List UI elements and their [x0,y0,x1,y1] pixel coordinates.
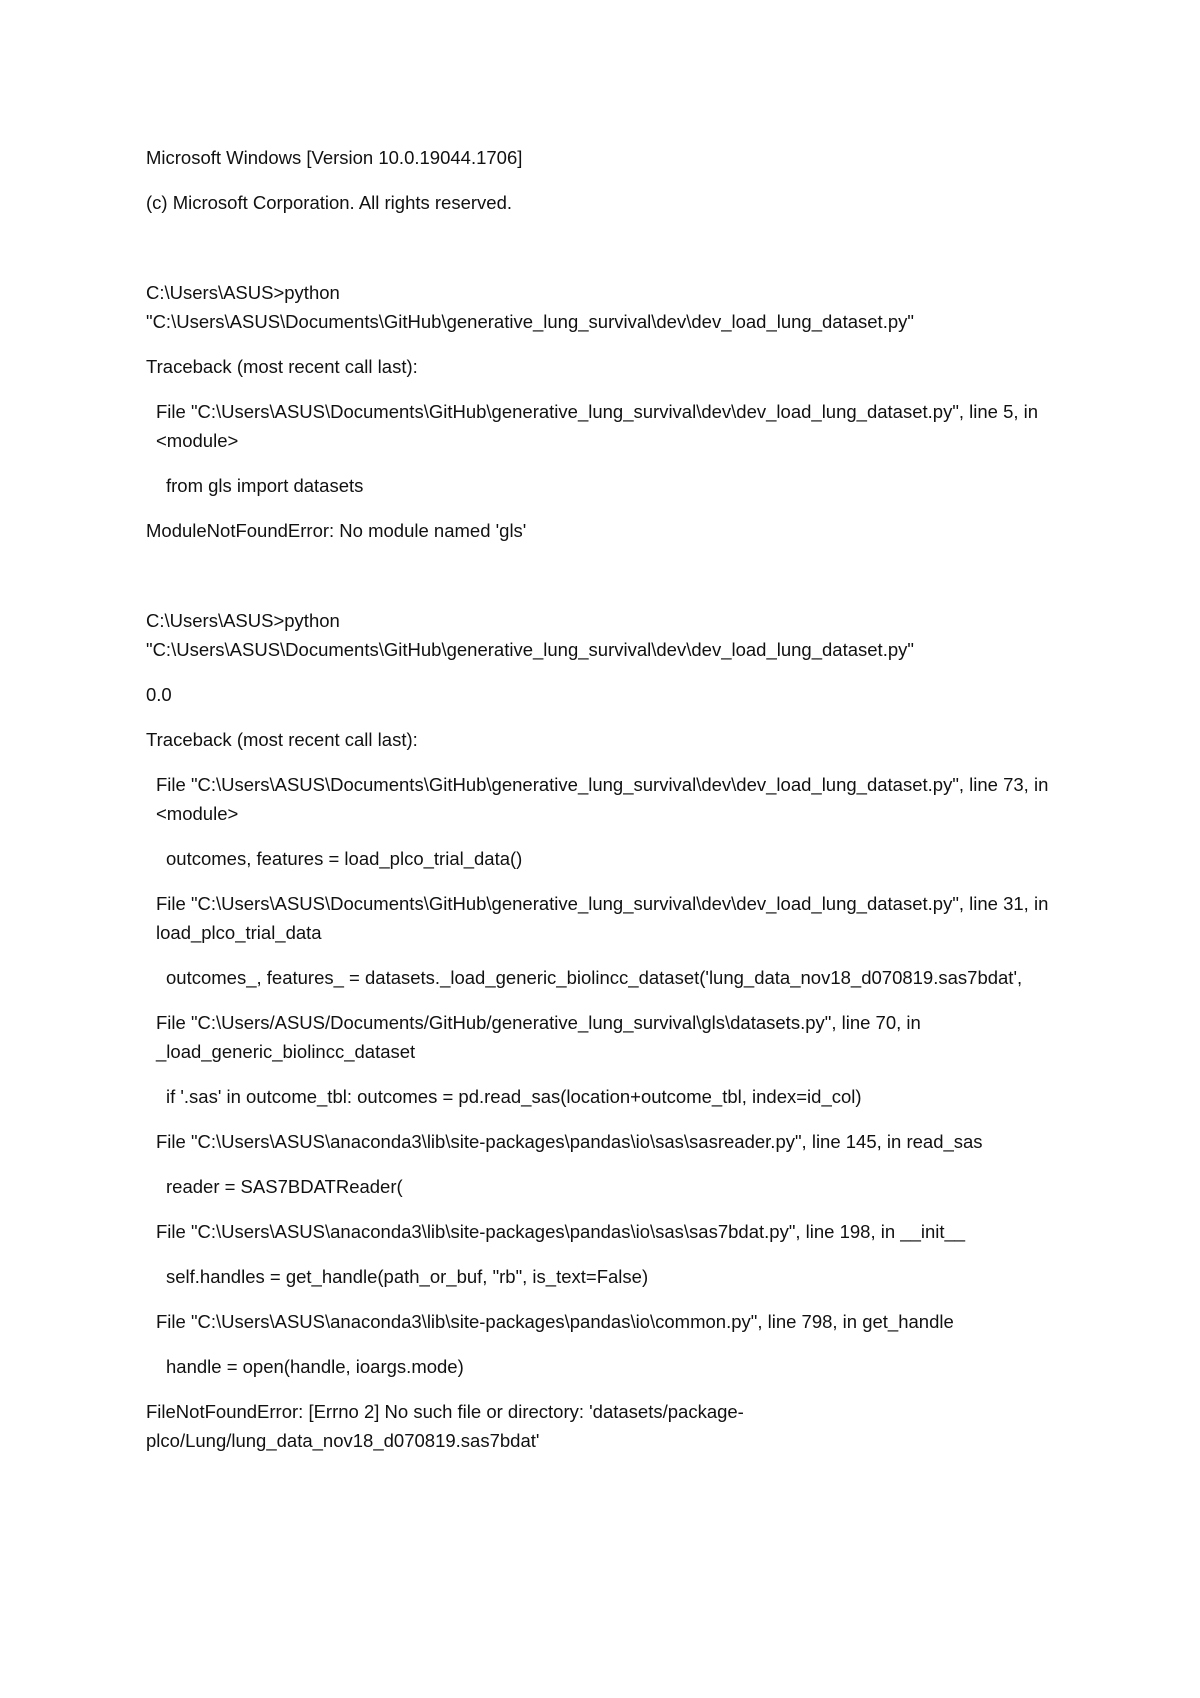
run1-traceback-header: Traceback (most recent call last): [146,356,418,377]
blank-spacer [146,561,1066,606]
run2-frame-6: File "C:\Users\ASUS\anaconda3\lib\site-packages\pandas\io\common.py", line 798, in get_handle [156,1311,954,1332]
run2-code-1: outcomes, features = load_plco_trial_data() [166,848,523,869]
run1-frame-1: File "C:\Users\ASUS\Documents\GitHub\generative_lung_survival\dev\dev_load_lung_dataset.py", line 5, in <module> [156,401,1039,451]
run2-code-5: self.handles = get_handle(path_or_buf, "rb", is_text=False) [166,1266,649,1287]
copyright-line: (c) Microsoft Corporation. All rights reserved. [146,192,513,213]
run2-frame-2: File "C:\Users\ASUS\Documents\GitHub\generative_lung_survival\dev\dev_load_lung_dataset.py", line 31, in load_plco_trial_data [156,893,1049,943]
run2-frame-4: File "C:\Users\ASUS\anaconda3\lib\site-packages\pandas\io\sas\sasreader.py", line 145, in read_sas [156,1131,983,1152]
run2-code-2: outcomes_, features_ = datasets._load_generic_biolincc_dataset('lung_data_nov18_d070819.sas7bdat', [166,967,1023,988]
run1-code-1: from gls import datasets [166,475,364,496]
run2-command: C:\Users\ASUS>python "C:\Users\ASUS\Documents\GitHub\generative_lung_survival\dev\dev_load_lung_dataset.py" [146,610,914,660]
run2-code-6: handle = open(handle, ioargs.mode) [166,1356,464,1377]
run2-frame-3: File "C:\Users/ASUS/Documents/GitHub/generative_lung_survival\gls\datasets.py", line 70, in _load_generic_biolincc_dataset [156,1012,921,1062]
run2-frame-5: File "C:\Users\ASUS\anaconda3\lib\site-packages\pandas\io\sas\sas7bdat.py", line 198, in __init__ [156,1221,966,1242]
document-body [146,143,1066,1471]
run2-code-4: reader = SAS7BDATReader( [166,1176,403,1197]
run2-error: FileNotFoundError: [Errno 2] No such file or directory: 'datasets/package-plco/Lung/lung_data_nov18_d070819.sas7bdat' [146,1401,744,1451]
run1-error: ModuleNotFoundError: No module named 'gls' [146,520,527,541]
run2-traceback-header: Traceback (most recent call last): [146,729,418,750]
run2-output: 0.0 [146,684,172,705]
run2-frame-1: File "C:\Users\ASUS\Documents\GitHub\generative_lung_survival\dev\dev_load_lung_dataset.py", line 73, in <module> [156,774,1049,824]
run2-code-3: if '.sas' in outcome_tbl: outcomes = pd.read_sas(location+outcome_tbl, index=id_col) [166,1086,862,1107]
run1-command: C:\Users\ASUS>python "C:\Users\ASUS\Documents\GitHub\generative_lung_survival\dev\dev_load_lung_dataset.py" [146,282,914,332]
blank-spacer [146,233,1066,278]
windows-version-line: Microsoft Windows [Version 10.0.19044.1706] [146,147,523,168]
